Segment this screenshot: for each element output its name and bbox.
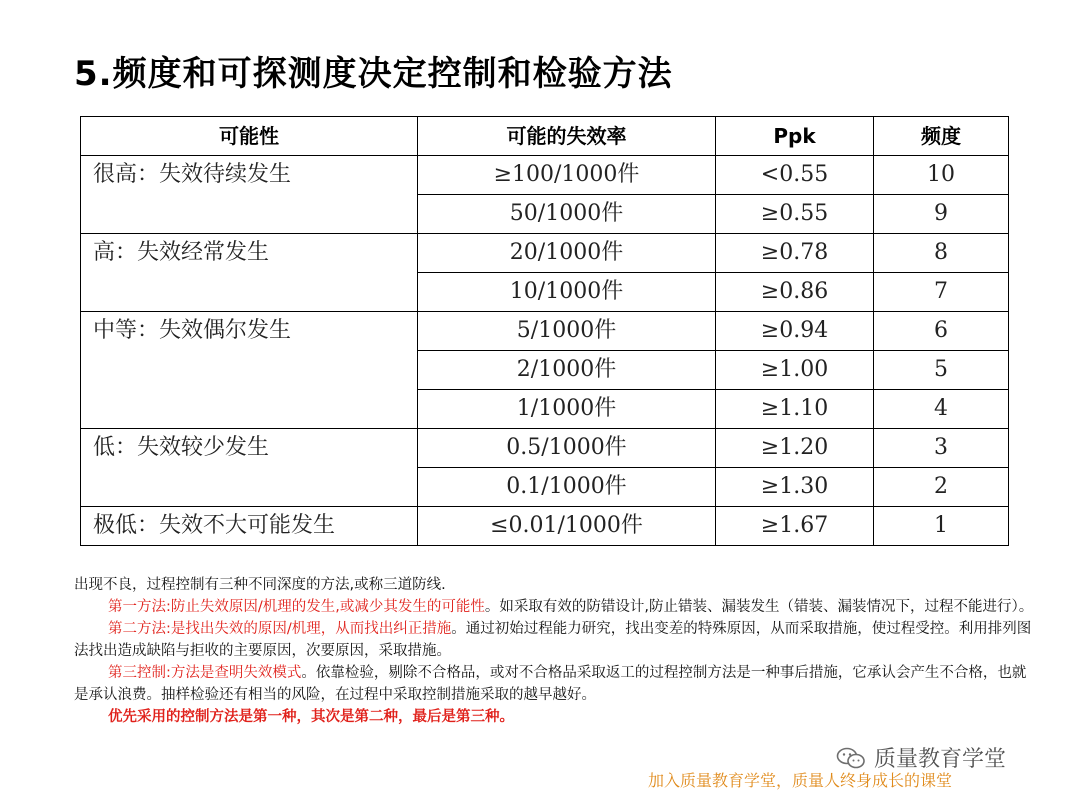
ppk-cell: <0.55 [716,156,874,195]
level-cell: 低：失效较少发生 [81,429,418,507]
table-row [81,234,1009,273]
rate-cell: 5/1000件 [418,312,716,351]
frequency-cell: 6 [874,312,1009,351]
header-possibility: 可能性 [81,117,418,156]
ppk-cell: ≥0.86 [716,273,874,312]
frequency-cell: 10 [874,156,1009,195]
rate-cell: 20/1000件 [418,234,716,273]
header-frequency: 频度 [874,117,1009,156]
method-one-text: 。如采取有效的防错设计,防止错装、漏装发生（错装、漏装情况下，过程不能进行）。 [484,599,1034,615]
method-three-heading: 第三控制:方法是查明失效模式 [108,665,302,681]
method-one-heading: 第一方法:防止失效原因/机理的发生,或减少其发生的可能性 [108,599,485,615]
notes-intro: 出现不良，过程控制有三种不同深度的方法,或称三道防线. [74,577,446,593]
rate-cell: 0.1/1000件 [418,468,716,507]
frequency-cell: 9 [874,195,1009,234]
page-title: 5.频度和可探测度决定控制和检验方法 [74,54,673,94]
frequency-cell: 3 [874,429,1009,468]
rate-cell: 1/1000件 [418,390,716,429]
level-cell: 很高：失效待续发生 [81,156,418,234]
rate-cell: 2/1000件 [418,351,716,390]
frequency-cell: 1 [874,507,1009,546]
table-row [81,156,1009,195]
ppk-cell: ≥1.10 [716,390,874,429]
rate-cell: 0.5/1000件 [418,429,716,468]
wechat-icon [836,746,866,770]
ppk-cell: ≥0.78 [716,234,874,273]
frequency-cell: 2 [874,468,1009,507]
watermark-text: 质量教育学堂 [874,747,1007,772]
ppk-cell: ≥0.55 [716,195,874,234]
ppk-cell: ≥1.00 [716,351,874,390]
notes-section [74,574,1034,728]
ppk-cell: ≥1.67 [716,507,874,546]
method-one-paragraph [74,596,1034,618]
rate-cell: ≥100/1000件 [418,156,716,195]
table-row [81,312,1009,351]
table-row [81,429,1009,468]
frequency-cell: 5 [874,351,1009,390]
method-two-heading: 第二方法:是找出失效的原因/机理，从而找出纠正措施 [108,621,452,637]
method-two-paragraph [74,618,1034,662]
table-row [81,507,1009,546]
rate-cell: ≤0.01/1000件 [418,507,716,546]
frequency-cell: 8 [874,234,1009,273]
footer-slogan: 加入质量教育学堂，质量人终身成长的课堂 [648,771,953,790]
header-ppk: Ppk [716,117,874,156]
frequency-cell: 4 [874,390,1009,429]
ppk-cell: ≥0.94 [716,312,874,351]
level-cell: 中等：失效偶尔发生 [81,312,418,429]
method-three-paragraph [74,662,1034,706]
ppk-cell: ≥1.30 [716,468,874,507]
frequency-table [80,116,1009,546]
rate-cell: 50/1000件 [418,195,716,234]
notes-conclusion: 优先采用的控制方法是第一种，其次是第二种，最后是第三种。 [108,709,514,725]
header-failure-rate: 可能的失效率 [418,117,716,156]
method-three-text: 。依靠检验，剔除不合格品，或对不合格品采取返工的过程控制方法是一种事后措施，它承认会产生不合格，也就是承认浪费。抽样检验还有相当的风险，在过程中采取控制措施采取的越早越好。 [74,665,1027,703]
frequency-cell: 7 [874,273,1009,312]
level-cell: 高：失效经常发生 [81,234,418,312]
table-header-row [81,117,1009,156]
method-two-text: 。通过初始过程能力研究，找出变差的特殊原因，从而采取措施，使过程受控。利用排列图法找出造成缺陷与拒收的主要原因，次要原因，采取措施。 [74,621,1032,659]
level-cell: 极低：失效不大可能发生 [81,507,418,546]
rate-cell: 10/1000件 [418,273,716,312]
ppk-cell: ≥1.20 [716,429,874,468]
